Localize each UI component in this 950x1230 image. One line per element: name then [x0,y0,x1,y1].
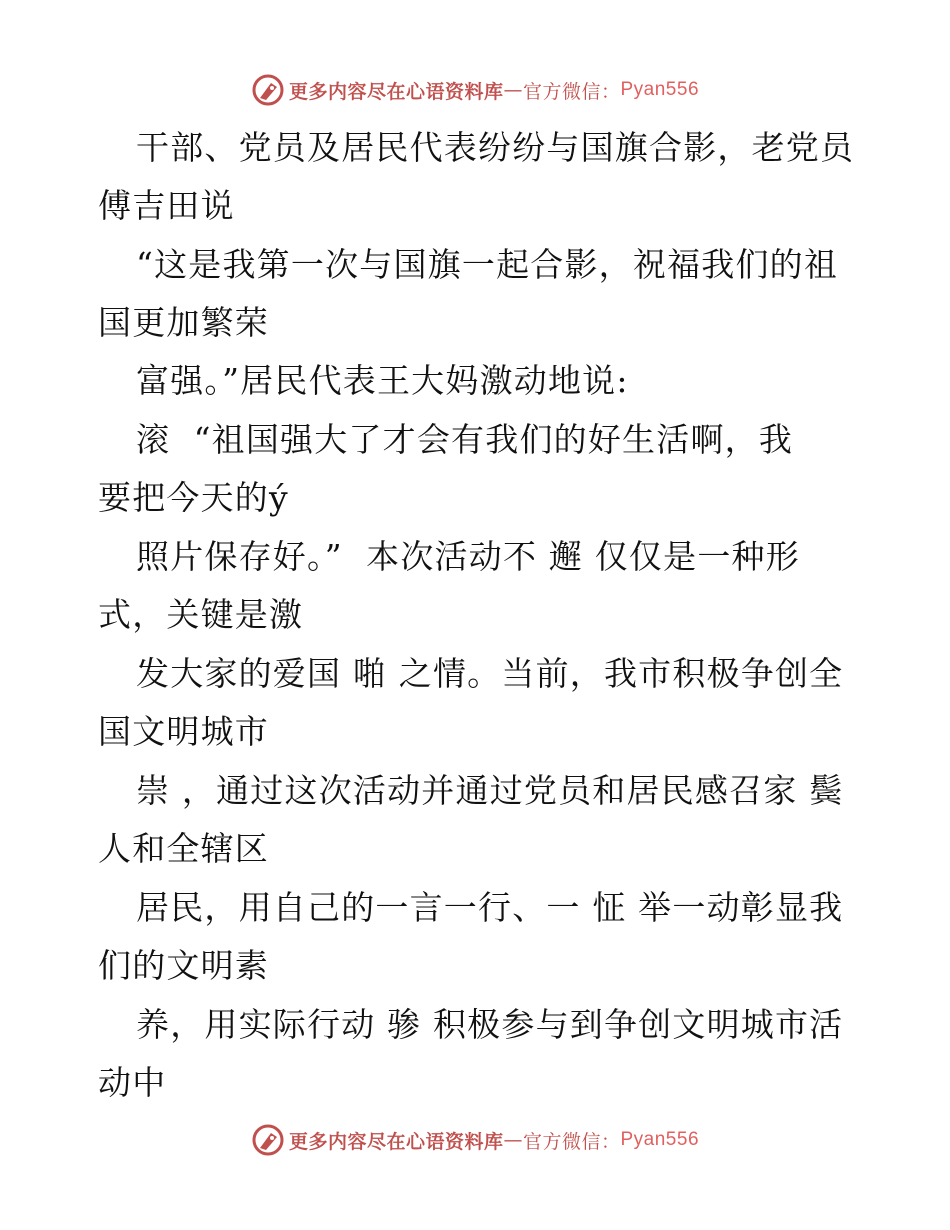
watermark-official-label: 官方微信： [522,1130,621,1153]
pen-nib-logo-icon [251,73,285,107]
text-line: 动中 [98,1063,167,1102]
text-line: 崇 ，通过这次活动并通过党员和居民感召家 鬓 [136,771,844,810]
pen-nib-logo-icon [251,1123,285,1157]
text-line: 养，用实际行动 骖 积极参与到争创文明城市活 [136,1005,844,1044]
watermark-brand-text: 更多内容尽在心语资料库 [288,1130,504,1153]
header-watermark [0,70,950,110]
text-line: 滚 “祖国强大了才会有我们的好生活啊，我 [136,420,794,459]
watermark-wechat-id: Pyan556 [620,79,700,100]
text-line: 傅吉田说 [98,186,235,225]
text-line: 发大家的爱国 啪 之情。当前，我市积极争创全 [136,654,844,693]
watermark-dash: — [503,1129,523,1151]
text-line: 式，关键是激 [98,595,304,634]
watermark-wechat-id: Pyan556 [620,1129,700,1150]
text-line: 国更加繁荣 [98,303,269,342]
text-line: 富强。”居民代表王大妈激动地说: [136,361,629,400]
text-line: 国文明城市 [98,712,269,751]
text-line: 照片保存好。” 本次活动不 邂 仅仅是一种形 [136,537,800,576]
text-line: 要把今天的ý [98,478,289,517]
text-line: 们的文明素 [98,946,269,985]
watermark-brand-text: 更多内容尽在心语资料库 [288,80,504,103]
watermark-official-label: 官方微信： [522,80,621,103]
text-line: 居民，用自己的一言一行、一 怔 举一动彰显我 [136,888,844,927]
footer-watermark [0,1120,950,1160]
text-line: “这是我第一次与国旗一起合影，祝福我们的祖 [136,245,839,284]
watermark-dash: — [503,79,523,101]
text-line: 干部、党员及居民代表纷纷与国旗合影，老党员 [136,128,855,167]
text-line: 人和全辖区 [98,829,269,868]
